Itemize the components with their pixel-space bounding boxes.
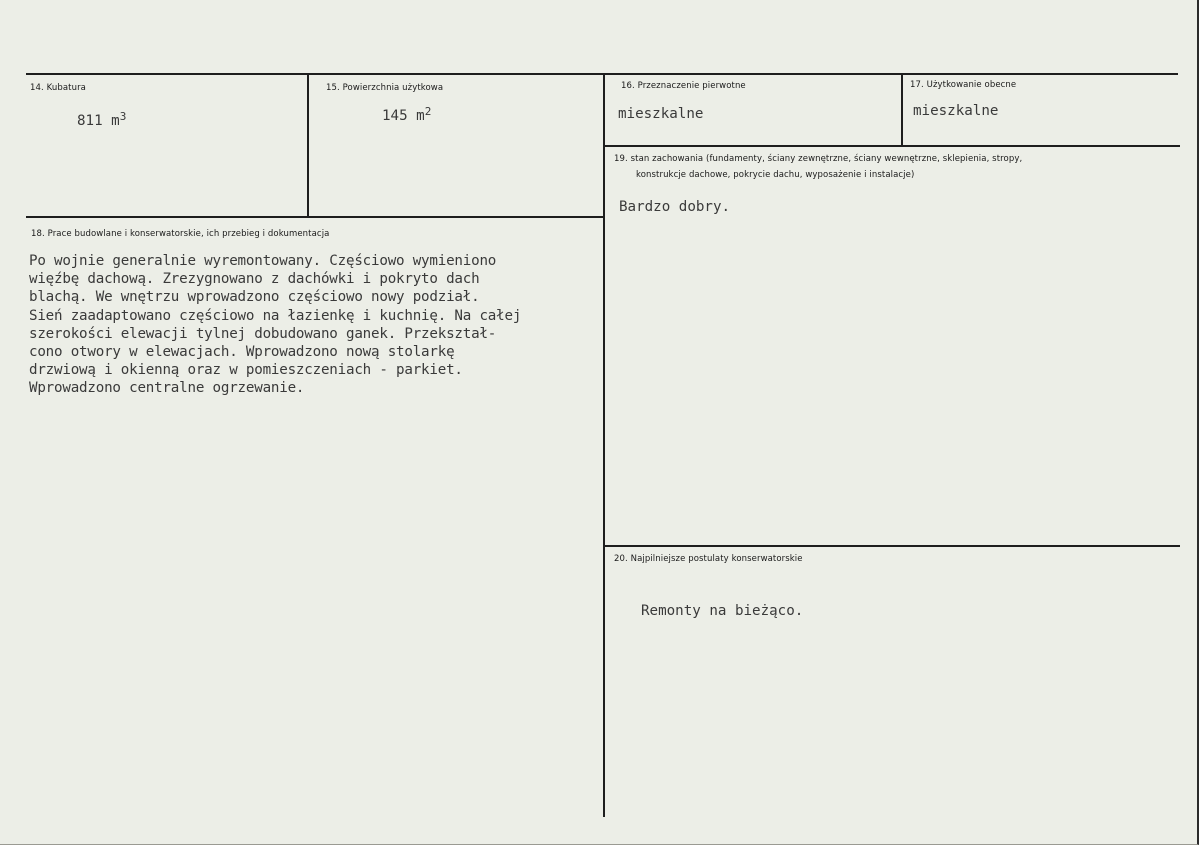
text-line: szerokości elewacji tylnej dobudowano ganek. Przekształ- — [29, 325, 497, 342]
field-15-value — [382, 105, 432, 124]
divider-f16-f17 — [901, 73, 903, 146]
text-line: drzwiową i okienną oraz w pomieszczeniach - parkiet. — [29, 362, 463, 379]
field-18-text — [29, 252, 619, 398]
field-19-value: Bardzo dobry. — [619, 199, 731, 215]
divider-f14-f15 — [307, 73, 309, 218]
text-line: Wprowadzono centralne ogrzewanie. — [29, 380, 305, 397]
field-20-label: 20. Najpilniejsze postulaty konserwatorskie — [614, 554, 803, 564]
top-rule — [26, 73, 1178, 75]
rule-under-f14-f15 — [26, 216, 604, 218]
text-line: więźbę dachową. Zrezygnowano z dachówki i pokryto dach — [29, 271, 480, 288]
field-20-value: Remonty na bieżąco. — [641, 603, 804, 619]
field-14-value — [77, 110, 127, 129]
field-14-label: 14. Kubatura — [30, 83, 86, 93]
field-19-label-line2: konstrukcje dachowe, pokrycie dachu, wyposażenie i instalacje) — [636, 170, 915, 180]
field-15-label: 15. Powierzchnia użytkowa — [326, 83, 444, 93]
cubature-value: 811 m — [77, 113, 120, 129]
field-17-value: mieszkalne — [913, 103, 999, 119]
text-line: blachą. We wnętrzu wprowadzono częściowo nowy podział. — [29, 289, 480, 306]
field-19-label-line1: 19. stan zachowania (fundamenty, ściany zewnętrzne, ściany wewnętrzne, sklepienia, stropy, — [614, 154, 1023, 164]
area-unit-exponent: 2 — [424, 105, 432, 118]
text-line: cono otwory w elewacjach. Wprowadzono nową stolarkę — [29, 344, 455, 361]
area-value: 145 m — [382, 108, 425, 124]
field-18-label: 18. Prace budowlane i konserwatorskie, ich przebieg i dokumentacja — [31, 229, 330, 239]
divider-main-vertical — [603, 73, 605, 817]
text-line: Sień zaadaptowano częściowo na łazienkę i kuchnię. Na całej — [29, 307, 522, 324]
field-16-label: 16. Przeznaczenie pierwotne — [621, 81, 746, 91]
cubature-unit-exponent: 3 — [119, 110, 127, 123]
field-16-value: mieszkalne — [618, 106, 704, 122]
text-line: Po wojnie generalnie wyremontowany. Częściowo wymieniono — [29, 253, 497, 269]
rule-under-f16-f17 — [604, 145, 1180, 147]
rule-above-f20 — [604, 545, 1180, 547]
field-17-label: 17. Użytkowanie obecne — [910, 80, 1017, 90]
